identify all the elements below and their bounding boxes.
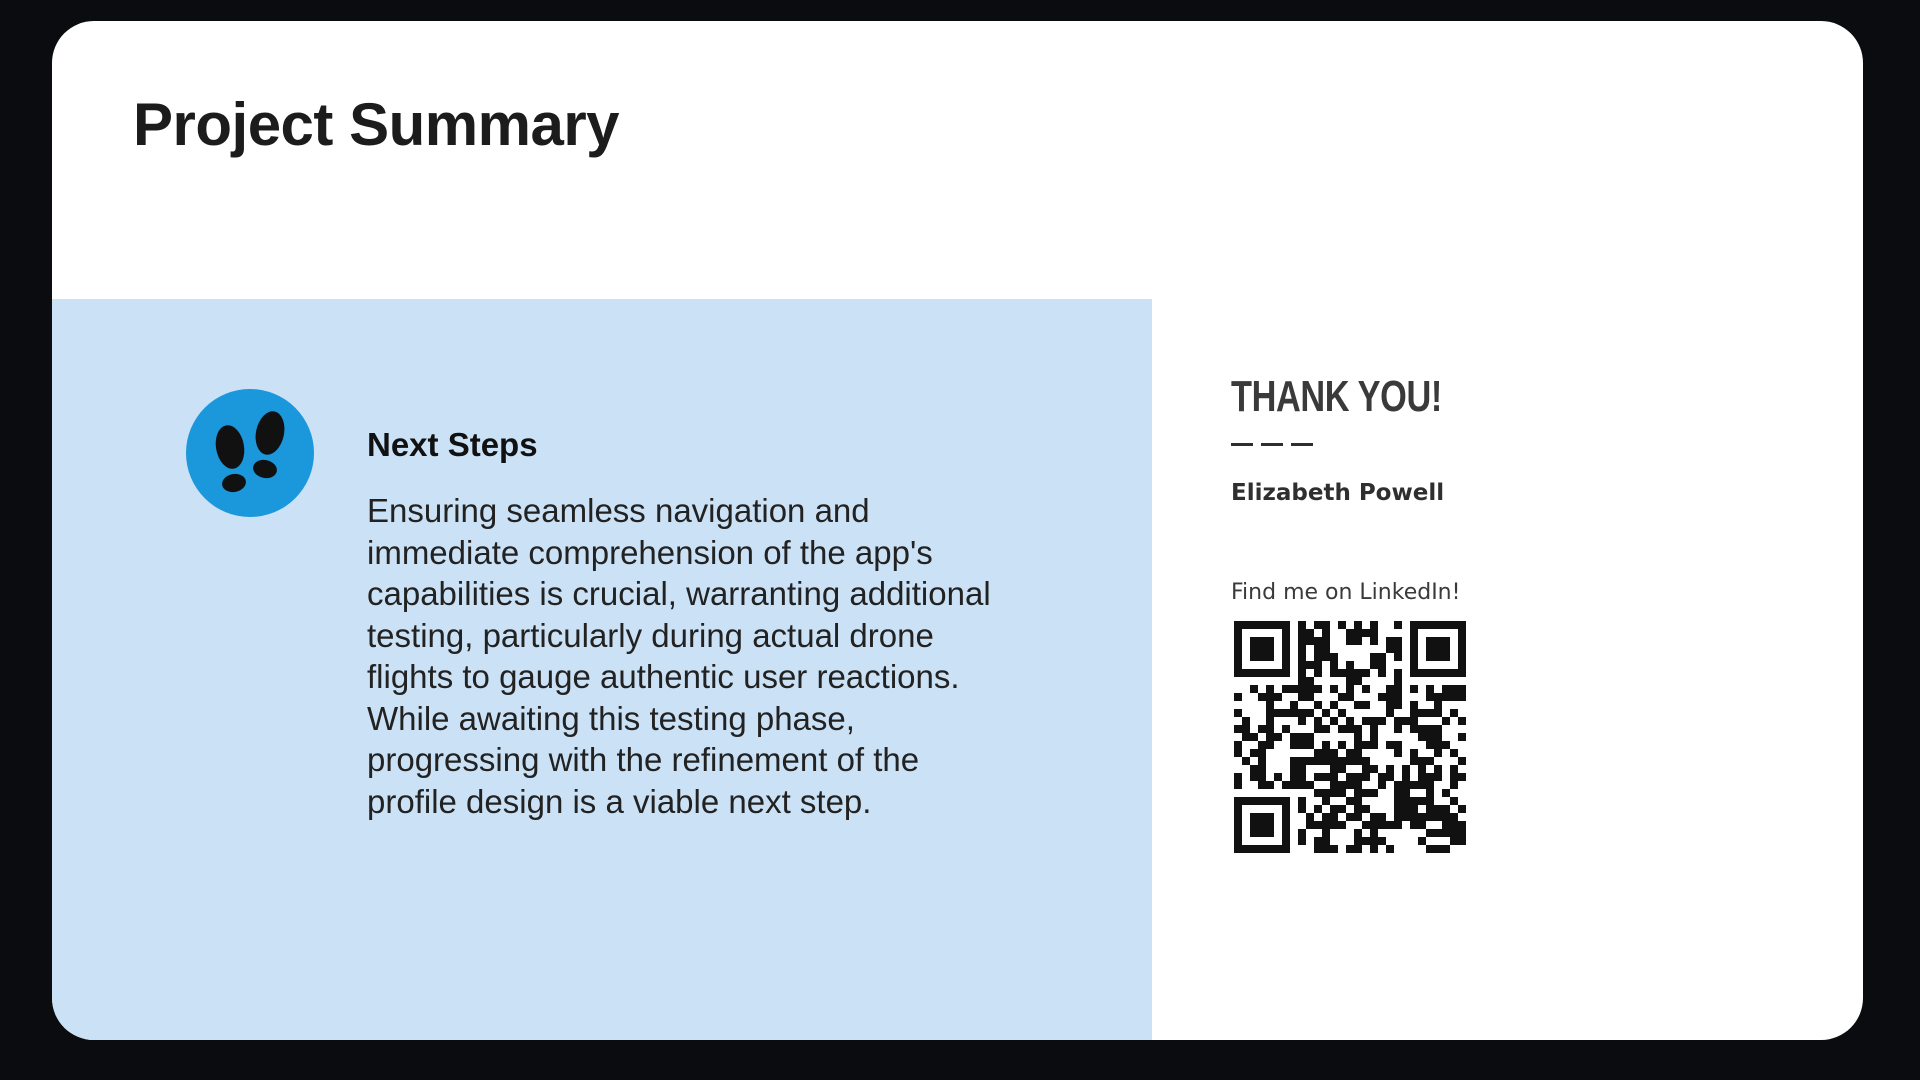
footprints-icon <box>186 389 314 517</box>
dashed-divider <box>1231 443 1313 446</box>
thank-you-heading: THANK YOU! <box>1231 372 1442 421</box>
next-steps-panel <box>52 299 1152 1040</box>
next-steps-body: Ensuring seamless navigation and immediate comprehension of the app's capabilities is crucial, warranting additional testing, particularly during actual drone flights to gauge authentic user reactions. While awaiting this testing phase, progressing with the refinement of the profile design is a viable next step. <box>367 492 991 820</box>
slide-card <box>52 21 1863 1040</box>
page-title: Project Summary <box>133 91 620 158</box>
next-steps-heading: Next Steps <box>367 426 538 463</box>
linkedin-caption: Find me on LinkedIn! <box>1231 580 1461 605</box>
qr-code-icon[interactable] <box>1234 621 1466 853</box>
author-name: Elizabeth Powell <box>1231 480 1445 506</box>
